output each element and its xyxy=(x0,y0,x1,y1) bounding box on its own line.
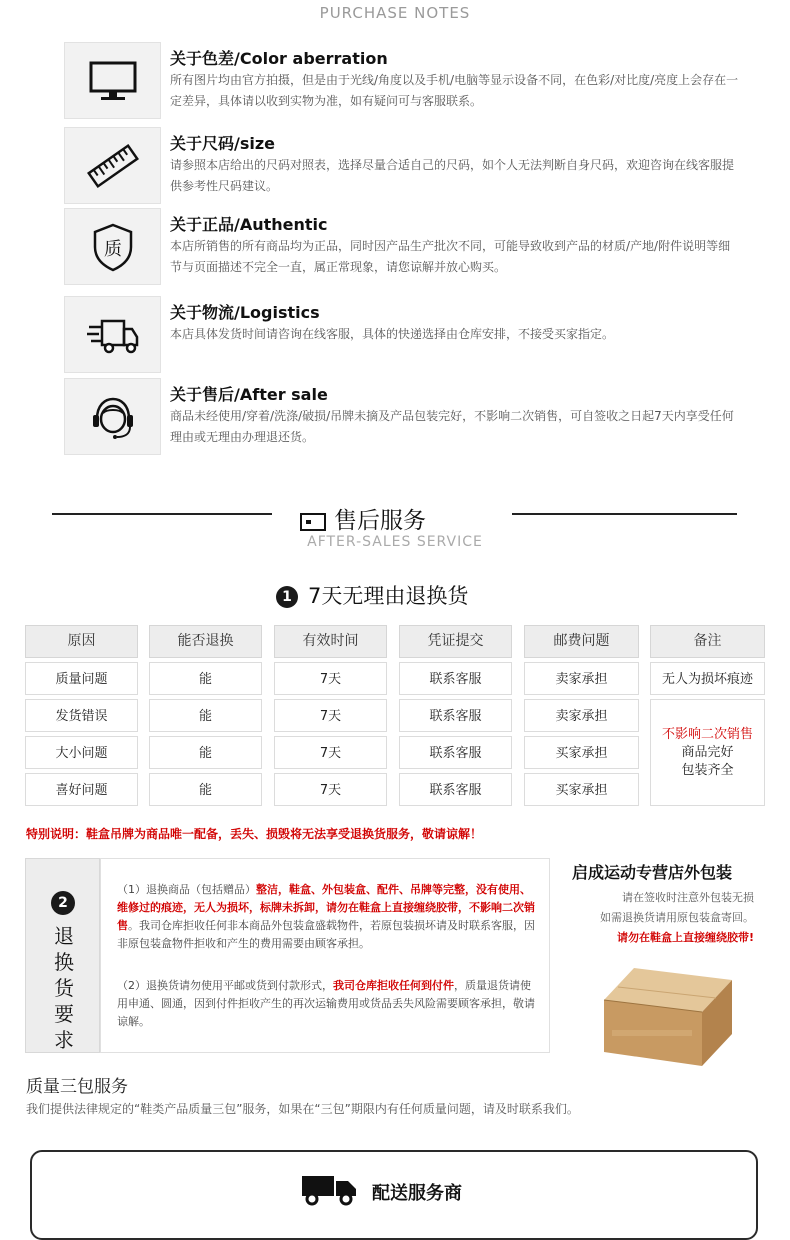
table-cell: 质量问题 xyxy=(25,662,138,695)
shield-char: 质 xyxy=(104,239,122,260)
table-cell: 7天 xyxy=(274,699,387,732)
table-cell: 联系客服 xyxy=(399,736,512,769)
note-text: 本店具体发货时间请咨询在线客服，具体的快递选择由仓库安排，不接受买家指定。 xyxy=(170,327,615,341)
purchase-notes-title-en: PURCHASE NOTES xyxy=(319,4,471,22)
table-header: 能否退换 xyxy=(149,625,262,658)
section-number: 1 xyxy=(276,586,298,608)
after-sales-title: 售后服务 xyxy=(300,502,500,535)
after-sales-title-en: AFTER-SALES SERVICE xyxy=(307,534,483,550)
note-title: 关于售后/After sale xyxy=(170,385,328,404)
note-red-text: 不影响二次销售 xyxy=(661,727,753,742)
note-text: 请参照本店给出的尺码对照表，选择尽量合适自己的尺码，如个人无法判断自身尺码，欢迎咨询在线客服提供参考性尺码建议。 xyxy=(170,158,735,193)
shield-icon xyxy=(87,221,139,273)
table-header: 原因 xyxy=(25,625,138,658)
note-text-1: 商品完好 xyxy=(681,745,734,760)
note-title: 关于正品/Authentic xyxy=(170,215,328,234)
exchange-requirements-side xyxy=(25,858,100,1053)
note-text: 商品未经使用/穿着/洗涤/破损/吊牌未摘及产品包装完好，不影响二次销售，可自签收之日起7天内享受任何理由或无理由办理退还货。 xyxy=(170,409,734,444)
note-title: 关于尺码/size xyxy=(170,134,276,153)
delivery-truck-icon xyxy=(300,1172,358,1206)
table-cell: 联系客服 xyxy=(399,773,512,806)
table-cell: 7天 xyxy=(274,662,387,695)
cardboard-box-image xyxy=(598,960,738,1070)
table-cell: 大小问题 xyxy=(25,736,138,769)
table-cell: 能 xyxy=(149,662,262,695)
requirement-2: （2）退换货请勿使用平邮或货到付款形式，我司仓库拒收任何到付件，质量退货请使用申通、圆通，因到付件拒收产生的再次运输费用或货品丢失风险需要顾客承担，敬请谅解。 xyxy=(117,979,535,1028)
note-title: 关于物流/Logistics xyxy=(170,303,320,322)
table-note-merged xyxy=(650,699,765,806)
table-header: 凭证提交 xyxy=(399,625,512,658)
three-guarantees-title: 质量三包服务 xyxy=(26,1077,128,1097)
seven-day-return-title: 1 7天无理由退换货 xyxy=(276,580,468,610)
table-cell: 卖家承担 xyxy=(524,662,639,695)
card-icon xyxy=(300,512,326,532)
note-color-aberration xyxy=(64,42,744,120)
requirement-1: （1）退换商品（包括赠品）整洁，鞋盒、外包装盒、配件、吊牌等完整，没有使用、维修过的痕迹，无人为损坏，标牌未拆卸，请勿在鞋盒上直接缠绕胶带，不影响二次销售。我司仓库拒收任何非本商品外包装盒盛载物件，若原包装损坏请及时联系客服，因非原包装盒物件拒收和产生的费用需要由顾客承担。 xyxy=(117,883,535,950)
section-number: 2 xyxy=(51,891,75,915)
table-cell: 联系客服 xyxy=(399,662,512,695)
note-logistics xyxy=(64,296,744,374)
note-title: 关于色差/Color aberration xyxy=(170,49,388,68)
table-cell: 买家承担 xyxy=(524,736,639,769)
divider-right xyxy=(512,513,737,515)
three-guarantees-text: 我们提供法律规定的“鞋类产品质量三包”服务，如果在“三包”期限内有任何质量问题，请及时联系我们。 xyxy=(26,1102,579,1116)
note-after-sale xyxy=(64,378,744,456)
shipping-provider-title: 配送服务商 xyxy=(372,1183,462,1204)
ruler-icon xyxy=(87,140,139,192)
table-cell: 7天 xyxy=(274,773,387,806)
note-text: 所有图片均由官方拍摄，但是由于光线/角度以及手机/电脑等显示设备不同，在色彩/对比度/亮度上会存在一定差异，具体请以收到实物为准，如有疑问可与客服联系。 xyxy=(170,73,739,108)
packaging-title: 启成运动专营店外包装 xyxy=(572,863,733,882)
table-cell: 能 xyxy=(149,736,262,769)
packaging-line-2: 如需退换货请用原包装盒寄回。 xyxy=(600,911,754,924)
table-cell: 能 xyxy=(149,773,262,806)
table-cell: 买家承担 xyxy=(524,773,639,806)
table-cell: 7天 xyxy=(274,736,387,769)
table-cell: 喜好问题 xyxy=(25,773,138,806)
table-cell: 能 xyxy=(149,699,262,732)
packaging-line-3: 请勿在鞋盒上直接缠绕胶带! xyxy=(616,931,754,944)
special-note: 特别说明：鞋盒吊牌为商品唯一配备，丢失、损毁将无法享受退换货服务，敬请谅解！ xyxy=(26,827,483,841)
note-authentic xyxy=(64,208,744,286)
table-note-cell: 无人为损坏痕迹 xyxy=(650,662,765,695)
exchange-requirements-box xyxy=(100,858,550,1053)
packaging-line-1: 请在签收时注意外包装无损 xyxy=(622,891,754,904)
divider-left xyxy=(52,513,272,515)
table-cell: 发货错误 xyxy=(25,699,138,732)
truck-icon xyxy=(87,309,139,361)
exchange-requirements-title: 退换货要求 xyxy=(54,924,74,1052)
table-cell: 卖家承担 xyxy=(524,699,639,732)
note-size xyxy=(64,127,744,205)
table-header: 邮费问题 xyxy=(524,625,639,658)
table-header: 有效时间 xyxy=(274,625,387,658)
headset-icon xyxy=(87,391,139,443)
table-header: 备注 xyxy=(650,625,765,658)
table-cell: 联系客服 xyxy=(399,699,512,732)
monitor-icon xyxy=(87,55,139,107)
note-text: 本店所销售的所有商品均为正品，同时因产品生产批次不同，可能导致收到产品的材质/产地/附件说明等细节与页面描述不完全一直，属正常现象，请您谅解并放心购买。 xyxy=(170,239,731,274)
note-text-2: 包装齐全 xyxy=(681,763,734,778)
